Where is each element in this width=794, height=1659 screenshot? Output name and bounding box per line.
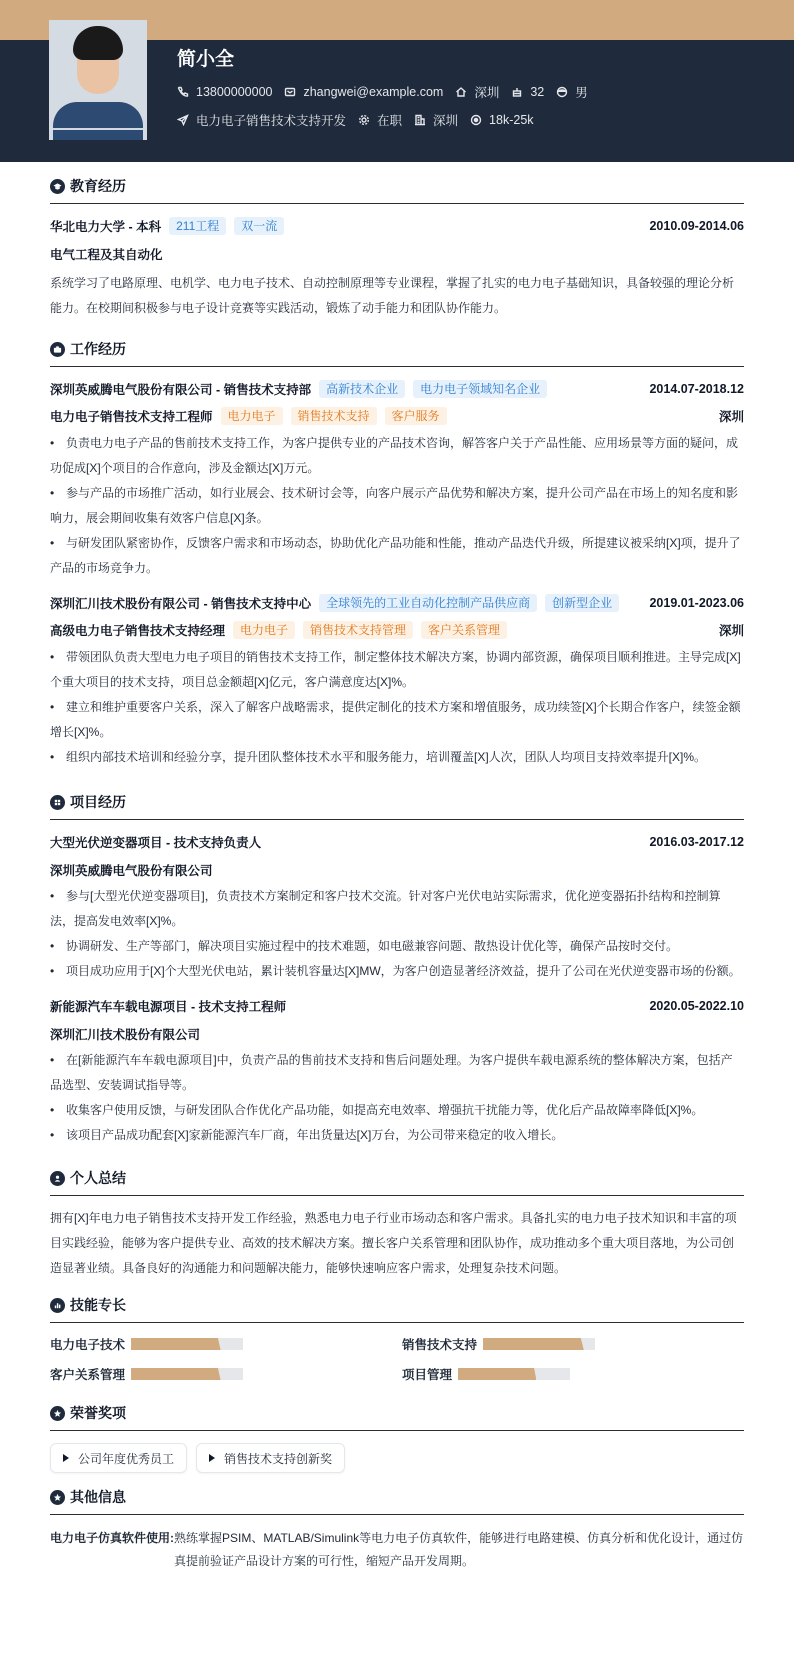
avatar [49, 20, 147, 140]
bullet-item: • 该项目产品成功配套[X]家新能源汽车厂商，年出货量达[X]万台，为公司带来稳定的收入增长。 [50, 1123, 744, 1148]
age-item: 32 [511, 85, 544, 99]
job-tag: 电力电子 [221, 407, 283, 425]
project-period: 2016.03-2017.12 [649, 835, 744, 849]
award-item: 销售技术支持创新奖 [196, 1443, 345, 1473]
project-company: 深圳汇川技术股份有限公司 [50, 1028, 201, 1042]
company-name: 深圳英威腾电气股份有限公司 - 销售技术支持部 [50, 383, 312, 397]
bullet-item: • 收集客户使用反馈，与研发团队合作优化产品功能，如提高充电效率、增强抗干扰能力等，优化后产品故障率降低[X]%。 [50, 1098, 744, 1123]
other-info-item [50, 1527, 744, 1573]
skill-bar [458, 1368, 570, 1380]
work-bullets [50, 645, 744, 770]
skills-grid [50, 1335, 744, 1383]
work-bullets [50, 431, 744, 581]
job-title-row [50, 406, 744, 426]
section-projects-title: 项目经历 [50, 792, 744, 820]
education-description: 系统学习了电路原理、电机学、电力电子技术、自动控制原理等专业课程，掌握了扎实的电力电子基础知识，具备较强的理论分析能力。在校期间积极参与电子设计竞赛等实践活动，锻炼了动手能力和团队协作能力。 [50, 276, 735, 315]
awards-list [50, 1443, 744, 1473]
skill-item: 销售技术支持 [402, 1335, 742, 1353]
triangle-right-icon [63, 1454, 69, 1462]
work-entry [50, 593, 744, 770]
project-entry [50, 996, 744, 1148]
project-entry [50, 832, 744, 984]
graduation-cap-icon [50, 179, 65, 194]
project-company: 深圳英威腾电气股份有限公司 [50, 864, 213, 878]
job-tag: 销售技术支持 [291, 407, 377, 425]
target-position-item: 电力电子销售技术支持开发 [177, 111, 346, 129]
skill-item: 客户关系管理 [50, 1365, 402, 1383]
skill-item: 电力电子技术 [50, 1335, 402, 1353]
skill-item: 项目管理 [402, 1365, 742, 1383]
briefcase-icon [50, 342, 65, 357]
home-icon [455, 86, 467, 98]
gender-item: 男 [556, 83, 588, 101]
bullet-item: • 在[新能源汽车车载电源项目]中，负责产品的售前技术支持和售后问题处理。为客户提供车载电源系统的整体解决方案，包括产品选型、安装调试指导等。 [50, 1048, 744, 1098]
info-star-icon [50, 1490, 65, 1505]
bullet-item: • 项目成功应用于[X]个大型光伏电站，累计装机容量达[X]MW，为客户创造显著经济效益，提升了公司在光伏逆变器市场的份额。 [50, 959, 744, 984]
work-period: 2014.07-2018.12 [649, 382, 744, 396]
job-tag: 电力电子 [233, 621, 295, 639]
triangle-right-icon [209, 1454, 215, 1462]
work-period: 2019.01-2023.06 [649, 596, 744, 610]
project-period: 2020.05-2022.10 [649, 999, 744, 1013]
skill-bar [483, 1338, 595, 1350]
user-icon [50, 1171, 65, 1186]
school-name: 华北电力大学 - 本科 [50, 220, 162, 234]
phone-item: 13800000000 [177, 85, 272, 99]
company-tag: 高新技术企业 [319, 380, 405, 398]
job-city: 深圳 [718, 624, 744, 638]
resume-body [0, 176, 794, 1573]
company-name: 深圳汇川技术股份有限公司 - 销售技术支持中心 [50, 597, 312, 611]
skill-bar [131, 1368, 243, 1380]
cake-icon [511, 86, 523, 98]
job-title: 电力电子销售技术支持工程师 [50, 410, 213, 424]
job-tag: 客户服务 [385, 407, 447, 425]
gender-icon [556, 86, 568, 98]
bullet-item: • 建立和维护重要客户关系，深入了解客户战略需求，提供定制化的技术方案和增值服务，成功续签[X]个长期合作客户，续签金额增长[X]%。 [50, 695, 744, 745]
award-item: 公司年度优秀员工 [50, 1443, 187, 1473]
section-summary-title: 个人总结 [50, 1168, 744, 1196]
resume-header [0, 0, 794, 162]
section-education-title: 教育经历 [50, 176, 744, 204]
contact-info-row [177, 83, 600, 101]
target-city-item: 深圳 [414, 111, 458, 129]
project-bullets [50, 1048, 744, 1148]
education-entry-header [50, 216, 744, 236]
bullet-item: • 与研发团队紧密协作，反馈客户需求和市场动态，协助优化产品功能和性能，推动产品迭代升级，所提建议被采纳[X]项，提升了产品的市场竞争力。 [50, 531, 744, 581]
phone-icon [177, 86, 189, 98]
bullet-item: • 带领团队负责大型电力电子项目的销售技术支持工作，制定整体技术解决方案，协调内部资源，确保项目顺利推进。主导完成[X]个重大项目的技术支持，项目总金额超[X]亿元，客户满意度达[X]%。 [50, 645, 744, 695]
send-icon [177, 114, 189, 126]
status-item: 在职 [358, 111, 402, 129]
company-tag: 创新型企业 [545, 594, 619, 612]
mail-icon [284, 86, 296, 98]
school-tag: 双一流 [234, 217, 284, 235]
school-tag: 211工程 [169, 217, 226, 235]
bullet-item: • 参与产品的市场推广活动，如行业展会、技术研讨会等，向客户展示产品优势和解决方案，提升公司产品在市场上的知名度和影响力，展会期间收集有效客户信息[X]条。 [50, 481, 744, 531]
candidate-name: 简小全 [177, 49, 235, 70]
job-tag: 客户关系管理 [421, 621, 507, 639]
company-tag: 电力电子领域知名企业 [413, 380, 547, 398]
bullet-item: • 协调研发、生产等部门，解决项目实施过程中的技术难题，如电磁兼容问题、散热设计优化等，确保产品按时交付。 [50, 934, 744, 959]
section-skills-title: 技能专长 [50, 1295, 744, 1323]
building-icon [414, 114, 426, 126]
gear-icon [358, 114, 370, 126]
project-bullets [50, 884, 744, 984]
job-tag: 销售技术支持管理 [303, 621, 413, 639]
education-period: 2010.09-2014.06 [649, 219, 744, 233]
job-city: 深圳 [718, 410, 744, 424]
job-title: 高级电力电子销售技术支持经理 [50, 624, 226, 638]
award-icon [50, 1406, 65, 1421]
salary-icon [470, 114, 482, 126]
project-name: 大型光伏逆变器项目 - 技术支持负责人 [50, 836, 262, 850]
project-entry-header [50, 996, 744, 1016]
job-title-row [50, 620, 744, 640]
salary-item: 18k-25k [470, 113, 533, 127]
bar-chart-icon [50, 1298, 65, 1313]
other-info-value: 熟练掌握PSIM、MATLAB/Simulink等电力电子仿真软件，能够进行电路建模、仿真分析和优化设计，通过仿真提前验证产品设计方案的可行性，缩短产品开发周期。 [174, 1531, 744, 1568]
work-entry-header [50, 379, 744, 399]
bullet-item: • 参与[大型光伏逆变器项目]，负责技术方案制定和客户技术交流。针对客户光伏电站实际需求，优化逆变器拓扑结构和控制算法，提高发电效率[X]%。 [50, 884, 744, 934]
grid-icon [50, 795, 65, 810]
major: 电气工程及其自动化 [50, 248, 163, 262]
other-info-label: 电力电子仿真软件使用: [50, 1531, 174, 1545]
section-other-title: 其他信息 [50, 1487, 744, 1515]
project-name: 新能源汽车车载电源项目 - 技术支持工程师 [50, 1000, 287, 1014]
section-work-title: 工作经历 [50, 339, 744, 367]
location-item: 深圳 [455, 83, 499, 101]
company-tag: 全球领先的工业自动化控制产品供应商 [319, 594, 537, 612]
skill-bar [131, 1338, 243, 1350]
work-entry-header [50, 593, 744, 613]
bullet-item: • 负责电力电子产品的售前技术支持工作，为客户提供专业的产品技术咨询，解答客户关于产品性能、应用场景等方面的疑问，成功促成[X]个项目的合作意向，涉及金额达[X]万元。 [50, 431, 744, 481]
work-entry [50, 379, 744, 581]
email-item: zhangwei@example.com [284, 85, 443, 99]
project-entry-header [50, 832, 744, 852]
section-awards-title: 荣誉奖项 [50, 1403, 744, 1431]
job-intent-row [177, 111, 546, 129]
summary-text: 拥有[X]年电力电子销售技术支持开发工作经验，熟悉电力电子行业市场动态和客户需求。具备扎实的电力电子技术知识和丰富的项目实践经验，能够为客户提供专业、高效的技术解决方案。擅长客户关系管理和团队协作，成功推动多个重大项目落地，为公司创造显著业绩。具备良好的沟通能力和问题解决能力，能够快速响应客户需求，处理复杂技术问题。 [50, 1211, 737, 1275]
bullet-item: • 组织内部技术培训和经验分享，提升团队整体技术水平和服务能力，培训覆盖[X]人次，团队人均项目支持效率提升[X]%。 [50, 745, 744, 770]
